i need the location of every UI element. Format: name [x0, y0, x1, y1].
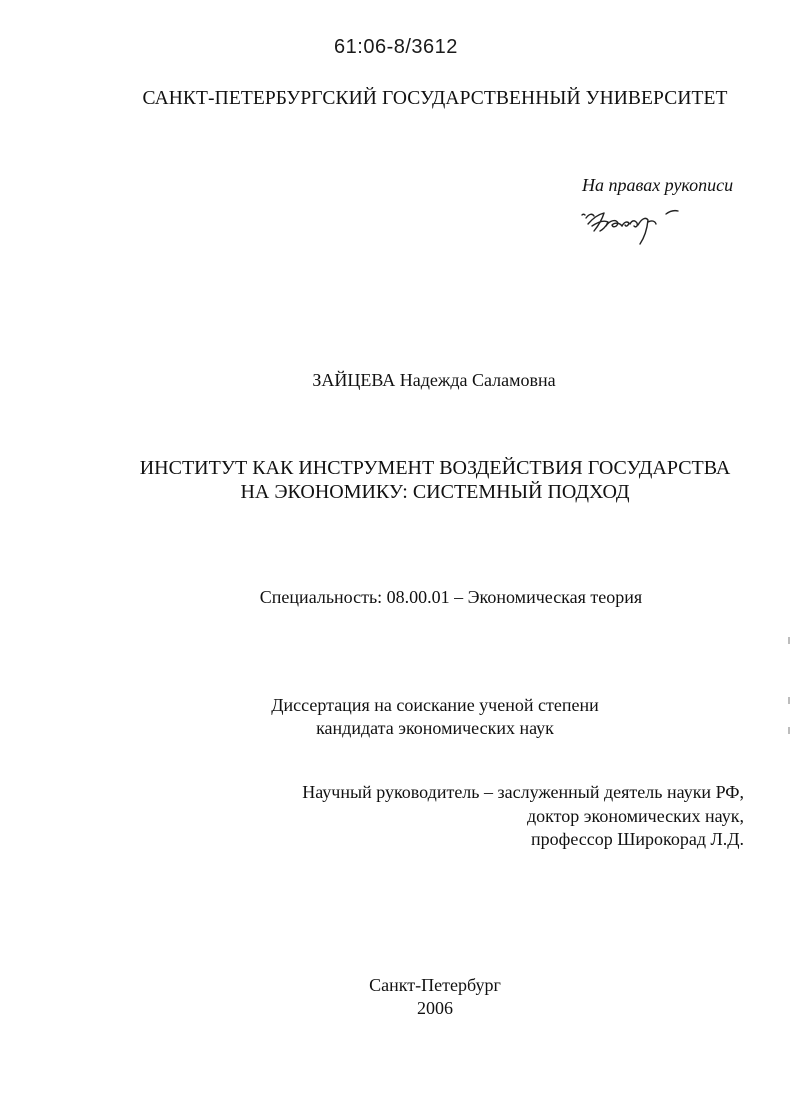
year: 2006 [417, 998, 453, 1018]
scan-mark [788, 727, 790, 734]
handwritten-signature [580, 200, 690, 250]
advisor-line: профессор Широкорад Л.Д. [531, 829, 744, 849]
advisor-line: Научный руководитель – заслуженный деятель науки РФ, [302, 782, 744, 802]
title-line: ИНСТИТУТ КАК ИНСТРУМЕНТ ВОЗДЕЙСТВИЯ ГОСУДАРСТВА [139, 457, 731, 479]
dissertation-title [0, 456, 792, 504]
scan-mark [788, 637, 790, 644]
degree-line: Диссертация на соискание ученой степени [271, 695, 599, 715]
city: Санкт-Петербург [369, 975, 501, 995]
scientific-advisor [302, 781, 744, 852]
advisor-line: доктор экономических наук, [527, 805, 744, 826]
degree-line: кандидата экономических наук [316, 718, 554, 738]
author-name: ЗАЙЦЕВА Надежда Саламовна [312, 370, 556, 390]
title-line: НА ЭКОНОМИКУ: СИСТЕМНЫЙ ПОДХОД [240, 481, 630, 503]
university-name: САНКТ-ПЕТЕРБУРГСКИЙ ГОСУДАРСТВЕННЫЙ УНИВЕРСИТЕТ [142, 88, 728, 109]
catalog-number: 61:06-8/3612 [334, 36, 458, 58]
scan-mark [788, 697, 790, 704]
degree-statement [0, 694, 792, 740]
place-and-year [0, 974, 792, 1020]
rights-note: На правах рукописи [582, 175, 734, 195]
specialty: Специальность: 08.00.01 – Экономическая теория [259, 587, 643, 607]
